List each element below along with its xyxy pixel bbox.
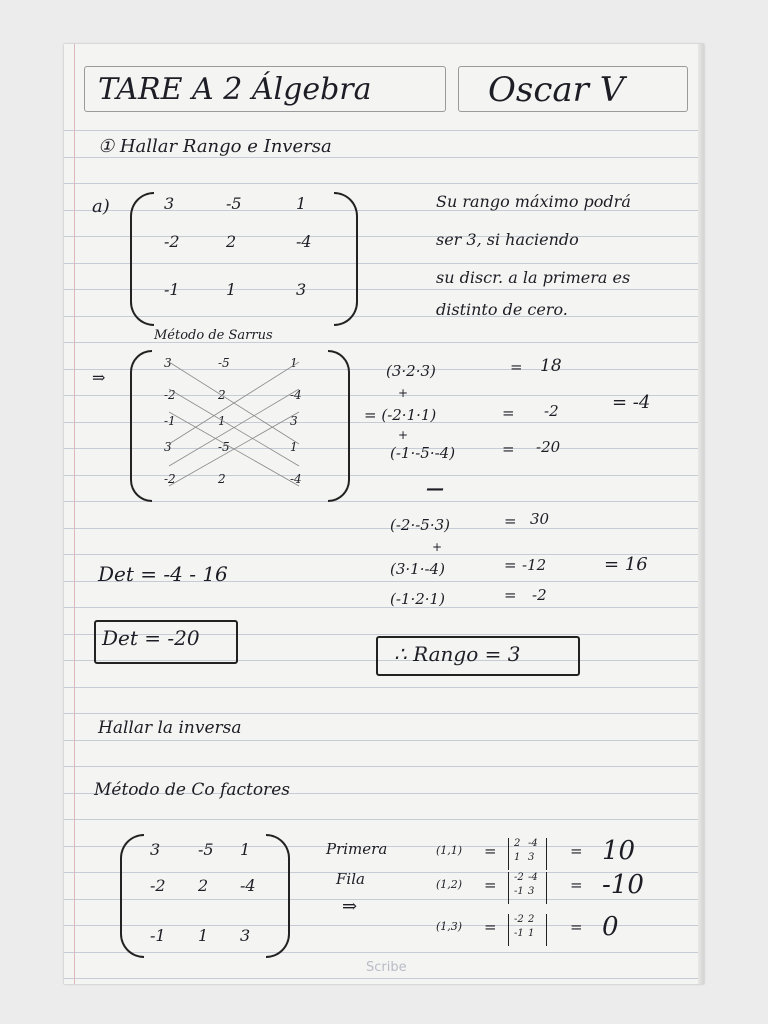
sarrus-term: (-2·-5·3) <box>390 516 451 534</box>
cofactor-value: 0 <box>602 912 619 942</box>
matrix-cell: -1 <box>150 926 166 945</box>
matrix-cell: 1 <box>240 840 251 859</box>
rule-line <box>64 766 704 767</box>
cofactor-cell: 2 <box>528 914 535 925</box>
left-paren <box>130 192 154 326</box>
determinant-bar <box>508 872 509 904</box>
rule-line <box>64 316 704 317</box>
cofactor-eq: = <box>570 918 583 936</box>
page-edge <box>698 44 704 984</box>
det-result: Det = -20 <box>102 626 200 650</box>
student-name: Oscar V <box>488 70 625 110</box>
sarrus-cell: -1 <box>164 414 176 428</box>
term-value: -2 <box>532 586 547 604</box>
rule-line <box>64 528 704 529</box>
cofactor-eq: = <box>484 842 497 860</box>
plus-total: = -4 <box>612 392 651 413</box>
matrix-cell: 2 <box>198 876 209 895</box>
term-eq: = <box>502 440 515 458</box>
cofactor-eq: = <box>484 918 497 936</box>
page-title: TARE A 2 Álgebra <box>98 72 372 107</box>
sarrus-term: (3·1·-4) <box>390 560 445 578</box>
arrow-icon: ⇒ <box>342 896 358 917</box>
rule-line <box>64 952 704 953</box>
cofactor-value: 10 <box>602 836 636 866</box>
minus-sign: — <box>426 478 444 499</box>
right-paren <box>334 192 358 326</box>
sarrus-cell: 3 <box>164 440 172 454</box>
term-eq: = <box>504 556 517 574</box>
sarrus-cell: 2 <box>218 388 226 402</box>
sarrus-term: (-1·2·1) <box>390 590 445 608</box>
term-eq: = <box>510 358 523 376</box>
cofactor-cell: -1 <box>514 928 524 939</box>
sarrus-cell: 1 <box>290 440 298 454</box>
sarrus-cell: -4 <box>290 388 302 402</box>
rule-line <box>64 713 704 714</box>
plus-sign: + <box>432 540 443 554</box>
term-value: -20 <box>536 438 561 456</box>
rule-line <box>64 607 704 608</box>
rule-line <box>64 740 704 741</box>
cofactor-cell: 3 <box>528 852 535 863</box>
rule-line <box>64 687 704 688</box>
rule-line <box>64 501 704 502</box>
term-eq: = <box>502 404 515 422</box>
plus-sign: + <box>398 386 409 400</box>
sarrus-cell: -5 <box>218 356 230 370</box>
matrix-cell: 1 <box>198 926 209 945</box>
matrix-cell: 3 <box>150 840 161 859</box>
cofactor-cell: -2 <box>514 914 524 925</box>
matrix-cell: 1 <box>226 280 237 299</box>
notebook-page <box>64 44 704 984</box>
determinant-bar <box>546 838 547 870</box>
cofactor-position: (1,3) <box>436 920 463 933</box>
margin-line <box>74 44 75 984</box>
sarrus-term: (-1·-5·-4) <box>390 444 456 462</box>
rule-line <box>64 263 704 264</box>
cofactor-cell: 3 <box>528 886 535 897</box>
term-value: -12 <box>522 556 547 574</box>
note-line: ser 3, si haciendo <box>436 230 579 249</box>
determinant-bar <box>546 872 547 904</box>
rule-line <box>64 978 704 979</box>
row-label: Fila <box>336 870 365 888</box>
sarrus-cell: -4 <box>290 472 302 486</box>
cofactor-cell: 1 <box>528 928 535 939</box>
cofactor-position: (1,2) <box>436 878 463 891</box>
matrix-cell: -1 <box>164 280 180 299</box>
note-line: su discr. a la primera es <box>436 268 631 287</box>
rule-line <box>64 236 704 237</box>
row-label: Primera <box>326 840 388 858</box>
matrix-cell: 3 <box>240 926 251 945</box>
note-line: Su rango máximo podrá <box>436 192 631 211</box>
cofactor-cell: 1 <box>514 852 521 863</box>
cofactor-eq: = <box>570 842 583 860</box>
term-value: -2 <box>544 402 559 420</box>
determinant-bar <box>508 914 509 946</box>
cofactor-cell: -2 <box>514 872 524 883</box>
note-line: distinto de cero. <box>436 300 568 319</box>
cofactor-cell: -4 <box>528 838 538 849</box>
cofactor-eq: = <box>484 876 497 894</box>
watermark: Scribe <box>366 960 407 975</box>
left-paren <box>120 834 144 958</box>
matrix-cell: -4 <box>296 232 312 251</box>
term-eq: = <box>504 512 517 530</box>
sarrus-diagonals <box>154 354 324 494</box>
cofactor-value: -10 <box>602 870 644 900</box>
term-eq: = <box>504 586 517 604</box>
cofactor-cell: -4 <box>528 872 538 883</box>
matrix-cell: -2 <box>150 876 166 895</box>
sarrus-cell: -2 <box>164 472 176 486</box>
sarrus-cell: 3 <box>290 414 298 428</box>
matrix-cell: -5 <box>198 840 214 859</box>
sarrus-cell: 3 <box>164 356 172 370</box>
sarrus-term: (3·2·3) <box>386 362 436 380</box>
det-expression: Det = -4 - 16 <box>98 562 228 586</box>
method-label: Método de Co factores <box>94 780 290 800</box>
plus-sign: + <box>398 428 409 442</box>
part-label: a) <box>92 196 110 217</box>
cofactor-eq: = <box>570 876 583 894</box>
term-value: 30 <box>530 510 550 528</box>
determinant-bar <box>546 914 547 946</box>
arrow-icon: ⇒ <box>92 368 106 387</box>
left-paren <box>130 350 152 502</box>
cofactor-cell: 2 <box>514 838 521 849</box>
matrix-cell: 1 <box>296 194 307 213</box>
matrix-cell: -4 <box>240 876 256 895</box>
rango-result: ∴ Rango = 3 <box>394 642 521 666</box>
term-value: 18 <box>540 356 562 376</box>
rule-line <box>64 819 704 820</box>
matrix-cell: 3 <box>164 194 175 213</box>
sarrus-cell: 1 <box>218 414 226 428</box>
right-paren <box>266 834 290 958</box>
sarrus-cell: -2 <box>164 388 176 402</box>
matrix-cell: 3 <box>296 280 307 299</box>
section-heading: ① Hallar Rango e Inversa <box>98 136 332 157</box>
cofactor-cell: -1 <box>514 886 524 897</box>
sarrus-cell: 2 <box>218 472 226 486</box>
sarrus-cell: -5 <box>218 440 230 454</box>
sarrus-term: = (-2·1·1) <box>364 406 437 424</box>
inverse-heading: Hallar la inversa <box>98 718 242 738</box>
matrix-cell: -2 <box>164 232 180 251</box>
rule-line <box>64 183 704 184</box>
matrix-cell: 2 <box>226 232 237 251</box>
right-paren <box>328 350 350 502</box>
cofactor-position: (1,1) <box>436 844 463 857</box>
minus-total: = 16 <box>604 554 648 575</box>
rule-line <box>64 289 704 290</box>
determinant-bar <box>508 838 509 870</box>
sarrus-title: Método de Sarrus <box>154 328 273 343</box>
matrix-cell: -5 <box>226 194 242 213</box>
sarrus-cell: 1 <box>290 356 298 370</box>
rule-line <box>64 130 704 131</box>
